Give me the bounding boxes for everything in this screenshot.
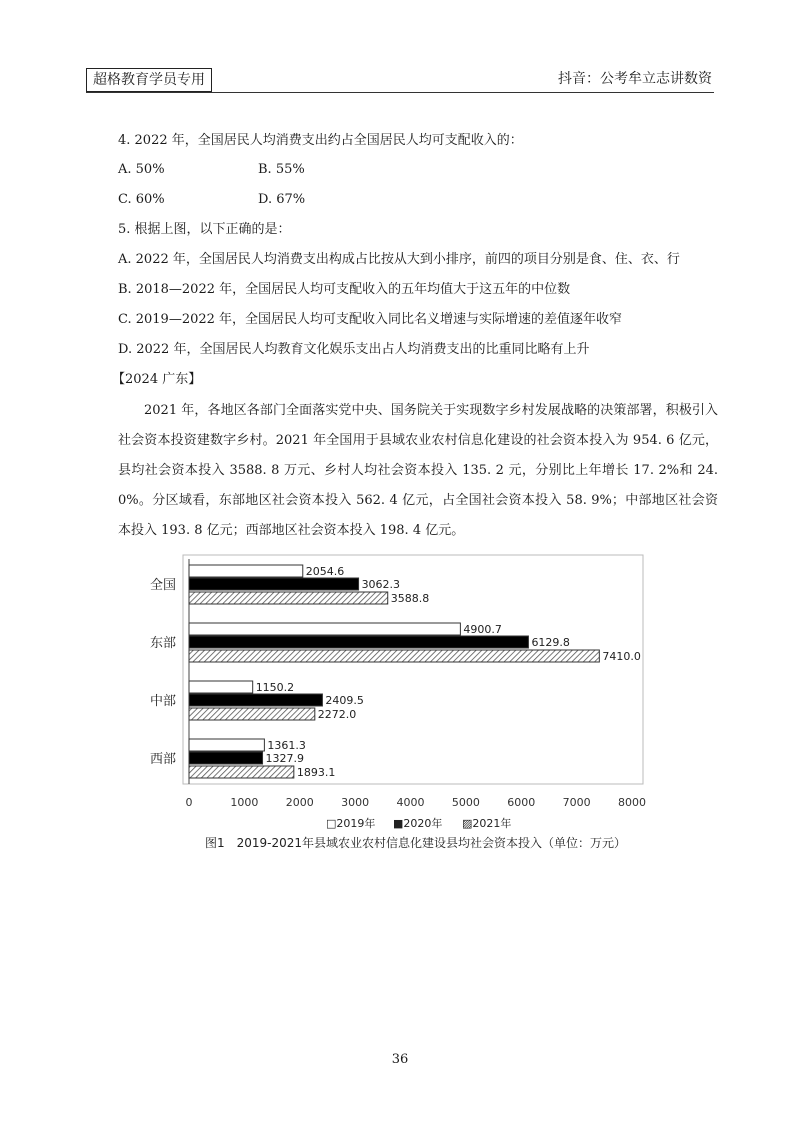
question-5-stem: 5. 根据上图，以下正确的是： (118, 222, 291, 237)
x-tick-label: 7000 (562, 796, 591, 809)
bar-solid (189, 636, 528, 648)
section-title: 【2024 广东】 (112, 372, 202, 387)
bar-value-label: 3062.3 (361, 578, 401, 591)
bar-value-label: 2272.0 (317, 708, 357, 721)
x-tick-label: 3000 (341, 796, 370, 809)
bar-value-label: 3588.8 (390, 592, 430, 605)
bar-value-label: 1361.3 (267, 739, 306, 752)
question-4-option-a: A. 50% (118, 162, 165, 177)
bar-hatched (189, 650, 599, 662)
x-tick-label: 0 (185, 796, 193, 809)
bar-value-label: 1893.1 (296, 766, 336, 779)
bar-value-label: 7410.0 (602, 650, 641, 663)
bar-hatched (189, 708, 315, 720)
question-4-stem: 4. 2022 年，全国居民人均消费支出约占全国居民人均可支配收入的： (118, 133, 523, 148)
bar-hollow (189, 623, 460, 635)
x-tick-label: 6000 (507, 796, 536, 809)
question-4-option-d: D. 67% (258, 192, 306, 207)
header-badge: 超格教育学员专用 (86, 68, 212, 92)
x-tick-label: 5000 (451, 796, 480, 809)
bar-hollow (189, 681, 253, 693)
question-5-option-a: A. 2022 年，全国居民人均消费支出构成占比按从大到小排序，前四的项目分别是食、住、衣、行 (118, 252, 680, 267)
x-tick-label: 1000 (230, 796, 259, 809)
category-label: 西部 (149, 752, 176, 767)
bar-solid (189, 752, 263, 764)
bar-hollow (189, 739, 264, 751)
bar-value-label: 1150.2 (255, 681, 295, 694)
category-label: 中部 (149, 694, 176, 709)
page-number: 36 (391, 1052, 409, 1067)
legend-entry: □2019年 (326, 817, 376, 830)
x-tick-label: 8000 (618, 796, 646, 809)
passage-paragraph: 2021 年，各地区各部门全面落实党中央、国务院关于实现数字乡村发展战略的决策部署，积极引入社会资本投资建数字乡村。2021 年全国用于县域农业农村信息化建设的社会资本投入为 954. 6 亿元，县均社会资本投入 3588. 8 万元、乡村人均社会资本投入 135. 2 元，分别比上年增长 17. 2%和 24. 0%。分区域看，东部地区社会资本投入 562. 4 亿元，占全国社会资本投入 58. 9%；中部地区社会资本投入 193. 8 亿元；西部地区社会资本投入 198. 4 亿元。 (118, 403, 718, 538)
bar-value-label: 2054.6 (305, 565, 345, 578)
bar-solid (189, 694, 322, 706)
bar-solid (189, 578, 359, 590)
question-4-option-c: C. 60% (118, 192, 165, 207)
chart-caption: 图1 2019-2021年县域农业农村信息化建设县均社会资本投入（单位：万元） (205, 836, 627, 850)
x-tick-label: 2000 (285, 796, 314, 809)
bar-hatched (189, 592, 388, 604)
header-douyin: 抖音：公考牟立志讲数资 (558, 71, 712, 87)
x-tick-label: 4000 (396, 796, 425, 809)
legend-entry: ■2020年 (393, 817, 443, 830)
question-5-option-d: D. 2022 年，全国居民人均教育文化娱乐支出占人均消费支出的比重同比略有上升 (118, 342, 590, 357)
category-label: 全国 (149, 578, 176, 593)
bar-hollow (189, 565, 303, 577)
legend-entry: ▨2021年 (462, 817, 512, 830)
category-label: 东部 (149, 636, 176, 651)
question-5-option-b: B. 2018—2022 年，全国居民人均可支配收入的五年均值大于这五年的中位数 (118, 282, 571, 297)
bar-value-label: 6129.8 (531, 636, 570, 649)
bar-value-label: 1327.9 (265, 752, 305, 765)
question-5-option-c: C. 2019—2022 年，全国居民人均可支配收入同比名义增速与实际增速的差值逐年收窄 (118, 312, 623, 327)
bar-value-label: 2409.5 (325, 694, 364, 707)
bar-hatched (189, 766, 294, 778)
question-4-option-b: B. 55% (258, 162, 305, 177)
bar-value-label: 4900.7 (463, 623, 502, 636)
